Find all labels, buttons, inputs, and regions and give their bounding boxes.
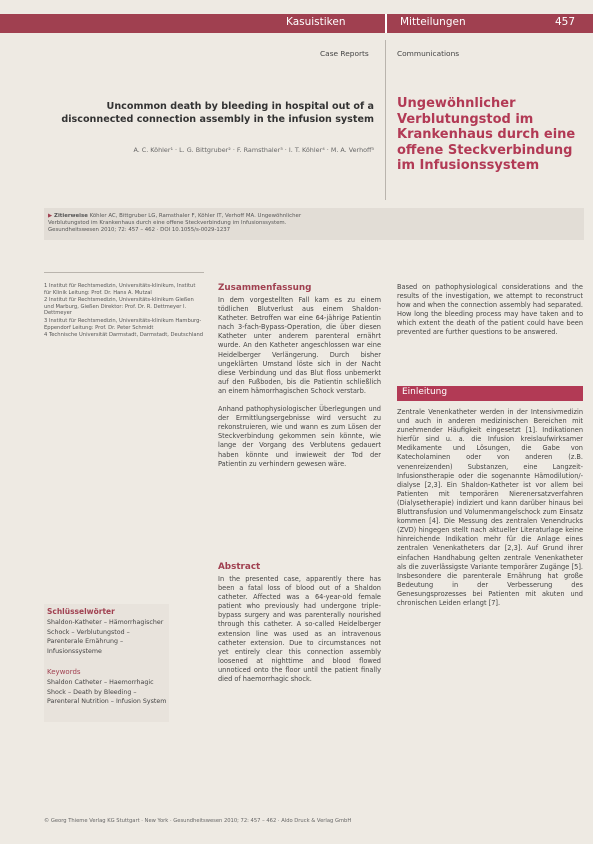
article-title-german: Ungewöhnlicher Verblutungstod im Krankenhaus durch eine offene Steckverbindung im Infusionssystem [397,96,576,173]
running-header [0,14,593,33]
citation-line-3: Gesundheitswesen 2010; 72: 457 – 462 · DOI 10.1055/s-0029-1237 [48,227,231,233]
einleitung-text: Zentrale Venenkatheter werden in der Intensivmedizin und auch in anderen medizinischen Bereichen mit zunehmender Häufigkeit eingesetzt [1]. Indikationen hierfür sind u. a. die Infusion kreislaufwirksamer Medikamente und Lösungen, die Gabe von Katecholaminen oder von anderen (z.B. venenreizenden) Substanzen, eine Langzeit-Infusionstherapie oder die sogenannte Hämodilution/-dialyse [2,3]. Ein Shaldon-Katheter ist vor allem bei Patienten mit temporären Nierenersatzverfahren (Dialysetherapie) indiziert und kann darüber hinaus bei Bluttransfusion und Volumenmangelschock zum Einsatz kommen [4]. Die Messung des zentralen Venendrucks (ZVD) hingegen stellt nach aktueller Literaturlage keine hinreichende Indikation mehr für die Anlage eines zentralen Venenkatheters dar [2,3]. Auf Grund ihrer einfachen Handhabung gelten zentrale Venenkatheter als die zuverlässigste Variante temporärer Zugänge [5]. Insbesondere die parenterale Ernährung hat große Bedeutung in der Verbesserung des Genesungsprozesses bei Patienten mit akuten und chronischen Leiden erlangt [7]. [397,408,583,607]
citation-label: Zitierweise [54,213,88,219]
keywords-box [44,604,169,722]
abstract-text: In the presented case, apparently there has been a fatal loss of blood out of a Shaldon catheter. Affected was a 64-year-old female patient who previously had undergone triple-bypass surgery and was parenterally nourished through this catheter. A so-called Heidelberger extension line was used as an intravenous catheter extension. Due to circumstances not yet entirely clear this connection assembly loosened at nighttime and blood flowed unnoticed onto the floor until the patient finally died of haemorrhagic shock. [218,575,381,684]
affiliations-rule [44,272,204,273]
page-footer: © Georg Thieme Verlag KG Stuttgart · New York · Gesundheitswesen 2010; 72: 457 – 462 · Aldo Druck & Verlag GmbH [44,818,352,824]
keywords-de-heading: Schlüsselwörter [47,607,115,616]
zusammenfassung-heading: Zusammenfassung [218,283,312,293]
keywords-de-text: Shaldon-Katheter – Hämorrhagischer Schock – Verblutungstod – Parenterale Ernährung – Infusionssysteme [47,619,164,655]
affiliation-1: 1 Institut für Rechtsmedizin, Universitäts-klinikum, Institut für Klinik Leitung: Prof. Dr. Hans A. Mutzal [44,283,196,296]
article-title-english: Uncommon death by bleeding in hospital out of a disconnected connection assembly in the infusion system [61,101,374,125]
keywords-en-text: Shaldon Catheter – Haemorrhagic Shock – Death by Bleeding – Parenteral Nutrition – Infusion System [47,679,167,705]
citation-line-1: Köhler AC, Bittgruber LG, Ramsthaler F, Köhler IT, Verhoff MA. Ungewöhnlicher [89,213,302,219]
einleitung-heading: Einleitung [402,387,448,397]
affiliation-2: 2 Institut für Rechtsmedizin, Universitäts-klinikum Gießen und Marburg, Gießen Direktor: Prof. Dr. R. Dettmeyer I. Dettmeyer [44,297,194,317]
header-section-left: Kasuistiken [286,16,346,28]
zusammenfassung-para-2: Anhand pathophysiologischer Überlegungen und der Ermittlungsergebnisse wird versucht zu rekonstruieren, wie und wann es zum Lösen der Steckverbindung gekommen sein könnte, wie lange der Vorgang des Verblutens gedauert haben könnte und inwieweit der Tod der Patientin zu verhindern gewesen wäre. [218,405,381,468]
affiliation-3: 3 Institut für Rechtsmedizin, Universitäts-klinikum Hamburg-Eppendorf Leitung: Prof. Dr. Peter Schmidt [44,317,202,331]
affiliation-4: 4 Technische Universität Darmstadt, Darmstadt, Deutschland [44,332,204,339]
citation-line-2: Verblutungstod im Krankenhaus durch eine offene Steckverbindung im Infusionssystem. [48,220,287,226]
zusammenfassung-para-1: In dem vorgestellten Fall kam es zu einem tödlichen Blutverlust aus einem Shaldon-Katheter. Betroffen war eine 64-jährige Patientin nach 3-fach-Bypass-Operation, die über diesen Katheter unter anderem parenteral ernährt wurde. An den Katheter angeschlossen war eine Heidelberger Verlängerung. Durch bisher ungeklärten Umstand löste sich in der Nacht diese Verbindung und das Blut floss unbemerkt auf den Fußboden, bis die Patientin schließlich an einem hämorrhagischen Schock verstarb. [218,296,381,395]
title-column-divider [385,40,386,200]
subheader-left: Case Reports [320,49,369,58]
zusammenfassung-text [218,296,381,469]
header-separator [385,14,387,33]
article-authors: A. C. Köhler¹ · L. G. Bittgruber² · F. Ramsthaler³ · I. T. Köhler⁴ · M. A. Verhoff³ [133,146,374,154]
citation-box: ▶ Zitierweise Köhler AC, Bittgruber LG, Ramsthaler F, Köhler IT, Verhoff MA. Ungewöhnlicher Verblutungstod im Krankenhaus durch eine offene Steckverbindung im Infusionssystem. Gesundheitswesen 2010; 72: 457 – 462 · DOI 10.1055/s-0029-1237 [44,208,584,240]
page-number: 457 [555,16,576,28]
subheader-right: Communications [397,49,460,58]
keywords-en-heading: Keywords [47,668,81,676]
header-section-right: Mitteilungen [400,16,466,28]
affiliations [44,283,204,340]
abstract-heading: Abstract [218,562,261,572]
einleitung-heading-bar [397,386,583,401]
right-column-intro: Based on pathophysiological considerations and the results of the investigation, we attempt to reconstruct how and when the connection assembly had separated. How long the bleeding process may have taken and to which extent the death of the patient could have been prevented are further questions to be answered. [397,283,583,337]
